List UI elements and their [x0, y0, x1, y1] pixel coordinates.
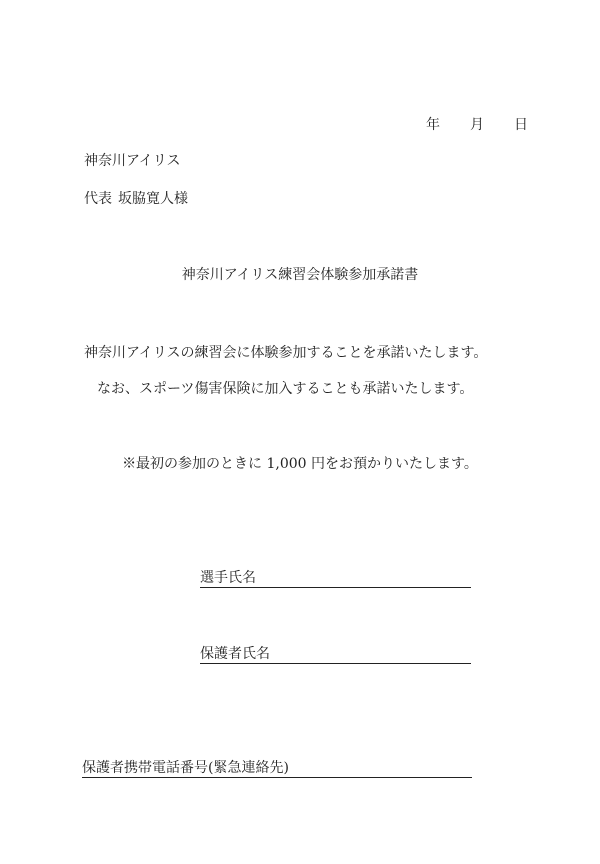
date-line: [426, 116, 528, 134]
consent-statement: 神奈川アイリスの練習会に体験参加することを承諾いたします。: [84, 345, 488, 361]
guardian-phone-label: 保護者携帯電話番号(緊急連絡先): [82, 760, 289, 776]
player-name-field[interactable]: [200, 569, 471, 588]
player-name-label: 選手氏名: [200, 570, 256, 586]
date-year-label: 年: [426, 117, 440, 133]
addressee-representative: [84, 190, 188, 208]
date-day-label: 日: [514, 117, 528, 133]
document-title: 神奈川アイリス練習会体験参加承諾書: [181, 267, 419, 283]
guardian-name-field[interactable]: [200, 645, 471, 664]
fee-note: ※最初の参加のときに 1,000 円をお預かりいたします。: [122, 456, 478, 472]
representative-title: 代表: [84, 191, 112, 207]
representative-name: 坂脇寛人様: [118, 191, 188, 207]
insurance-statement: なお、スポーツ傷害保険に加入することも承諾いたします。: [97, 381, 474, 397]
date-month-label: 月: [470, 117, 484, 133]
guardian-phone-field[interactable]: [82, 759, 472, 778]
guardian-name-label: 保護者氏名: [200, 646, 270, 662]
addressee-organization: 神奈川アイリス: [84, 153, 181, 169]
